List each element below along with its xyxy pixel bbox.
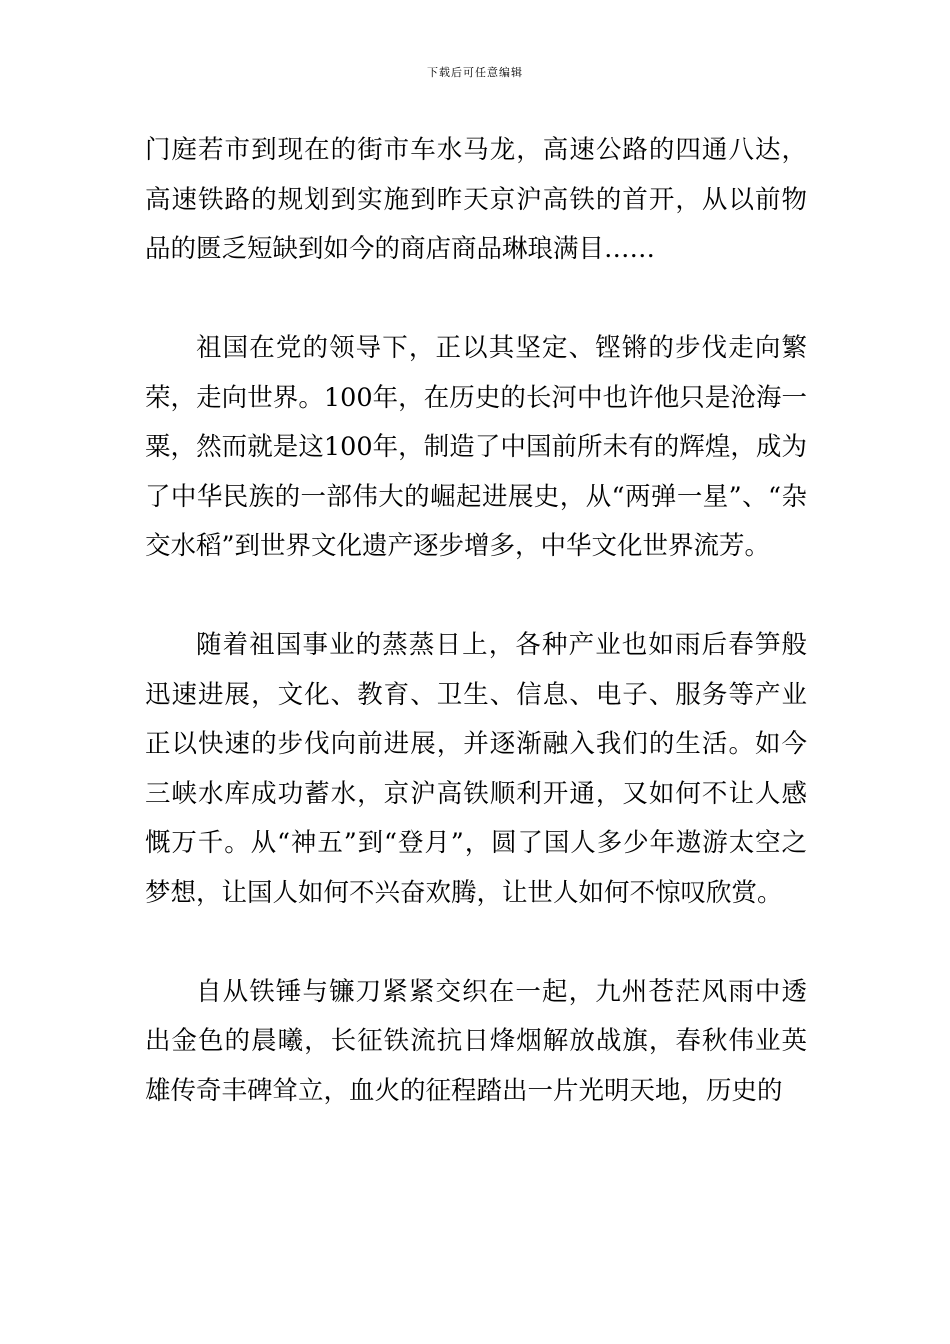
paragraph-motherland-progress: 祖国在党的领导下，正以其坚定、铿锵的步伐走向繁荣，走向世界。100年，在历史的长河中也许他只是沧海一粟，然而就是这100年，制造了中国前所未有的辉煌，成为了中华民族的一部伟大的崛起进展史，从“两弹一星”、“杂交水稻”到世界文化遗产逐步增多，中华文化世界流芳。: [145, 333, 807, 561]
paragraph-continued: 门庭若市到现在的街市车水马龙，高速公路的四通八达，高速铁路的规划到实施到昨天京沪高铁的首开，从以前物品的匮乏短缺到如今的商店商品琳琅满目……: [145, 135, 807, 264]
paragraph-industry-development: 随着祖国事业的蒸蒸日上，各种产业也如雨后春笋般迅速进展，文化、教育、卫生、信息、电子、服务等产业正以快速的步伐向前进展，并逐渐融入我们的生活。如今三峡水库成功蓄水，京沪高铁顺利开通，又如何不让人感慨万千。从“神五”到“登月”，圆了国人多少年遨游太空之梦想，让国人如何不兴奋欢腾，让世人如何不惊叹欣赏。: [145, 630, 807, 908]
page-header: 下载后可任意编辑: [427, 66, 523, 79]
paragraph-history: 自从铁锤与镰刀紧紧交织在一起，九州苍茫风雨中透出金色的晨曦，长征铁流抗日烽烟解放战旗，春秋伟业英雄传奇丰碑耸立，血火的征程踏出一片光明天地，历史的: [145, 976, 807, 1106]
document-body: [145, 126, 807, 1116]
